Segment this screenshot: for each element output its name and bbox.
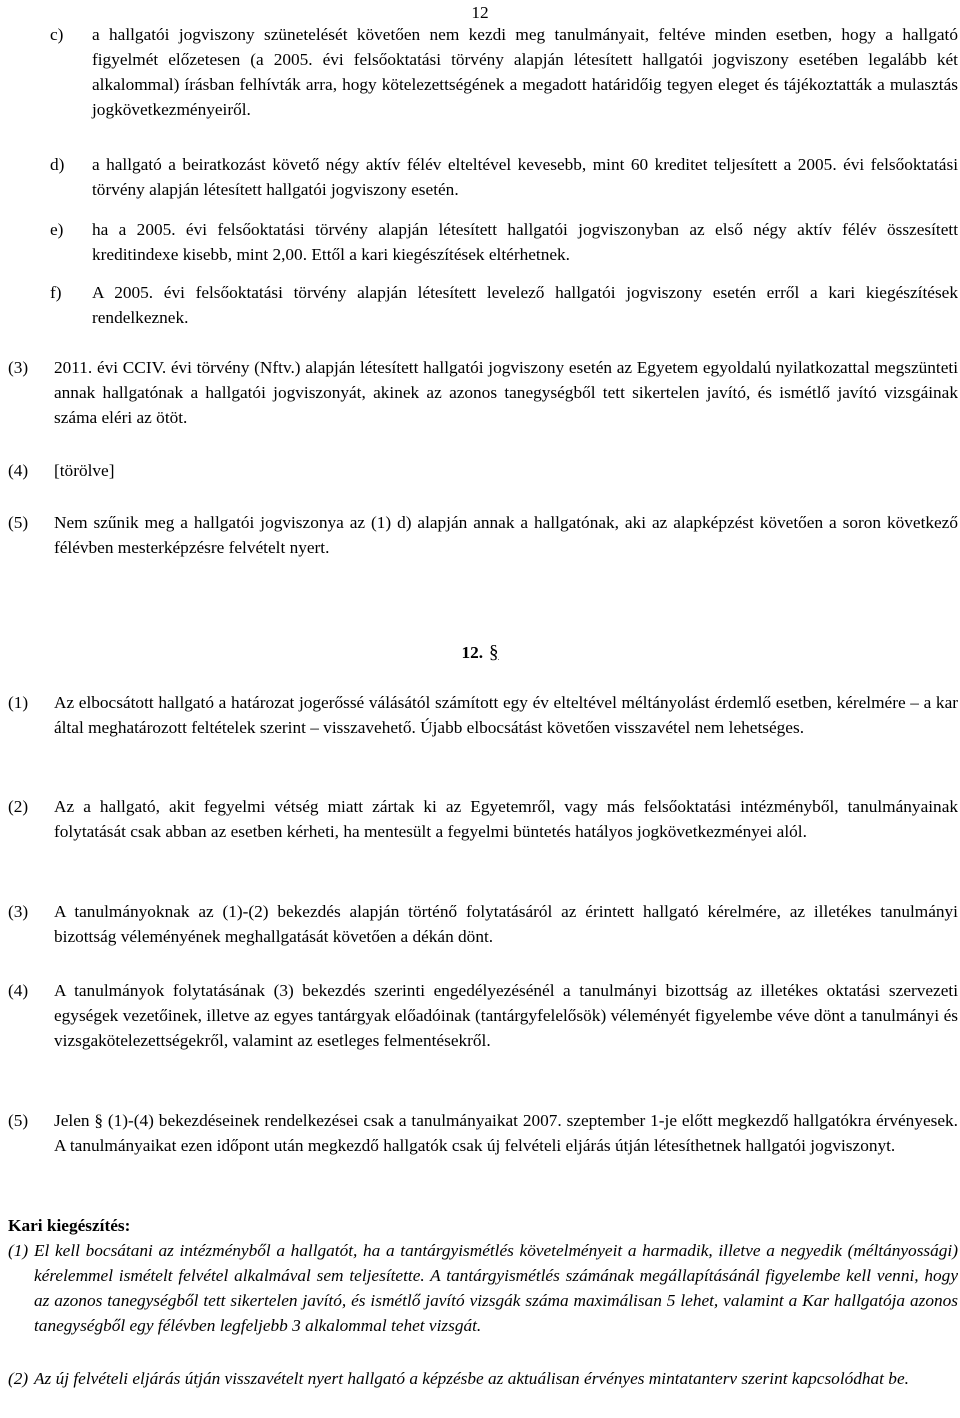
kari-item-text: El kell bocsátani az intézményből a hallgatót, ha a tantárgyismétlés követelményeit a harmadik, illetve a negyedik (méltányossági) kérelemmel ismételt felvétel alkalmával sem teljesítette. A tantárgyismétlés számának megállapításánál figyelembe kell venni, hogy az azonos tanegységből tett sikertelen javító, és ismétlő javító vizsgák száma maximálisan 5 lehet, valamint a Kar hallgatója azonos tanegységből egy félévben legfeljebb 3 alkalommal tehet vizsgát. [34,1241,958,1335]
sub-item-text: a hallgatói jogviszony szünetelését követően nem kezdi meg tanulmányait, feltéve minden esetben, hogy a hallgató figyelmét előzetesen (a 2005. évi felsőoktatási törvény alapján létesített hallgatói jogviszony esetében legalább két alkalommal) írásban felhívták arra, hogy kötelezettségének a megadott határidőig tegyen eleget és tájékoztatták a mulasztás jogkövetkezményeiről. [92,25,958,119]
kari-item-2 [8,1366,960,1391]
sub-item-text: A 2005. évi felsőoktatási törvény alapján létesített levelező hallgatói jogviszony esetén erről a kari kiegészítések rendelkeznek. [92,283,958,327]
kari-item-1 [8,1238,960,1338]
kari-item-label: (1) [8,1241,29,1260]
paragraph-label: (4) [8,981,29,1000]
paragraph-5 [8,510,960,560]
paragraph-text: Az elbocsátott hallgató a határozat jogerőssé válásától számított egy év elteltével méltányolást érdemlő esetben, kérelmére – a kar által meghatározott feltételek szerint – visszavehető. Újabb elbocsátást követően visszavétel nem lehetséges. [54,693,958,737]
page-number: 12 [471,3,489,22]
section-number: 12. [461,643,484,662]
sub-item-text: ha a 2005. évi felsőoktatási törvény alapján létesített hallgatói jogviszonyban az első négy aktív félév összesített kreditindexe kisebb, mint 2,00. Ettől a kari kiegészítések eltérhetnek. [92,220,958,264]
paragraph-label: (3) [8,902,29,921]
kari-item-text: Az új felvételi eljárás útján visszavételt nyert hallgató a képzésbe az aktuálisan érvényes mintatanterv szerint kapcsolódhat be. [34,1369,909,1388]
paragraph-text: A tanulmányoknak az (1)-(2) bekezdés alapján történő folytatásáról az érintett hallgató kérelmére, az illetékes tanulmányi bizottság véleményének meghallgatását követően a dékán dönt. [54,902,958,946]
paragraph-label: (5) [8,1111,29,1130]
kari-heading: Kari kiegészítés: [8,1216,131,1235]
paragraph-label: (2) [8,797,29,816]
section-heading [0,640,960,665]
section-paragraph-1 [8,690,960,740]
paragraph-text: 2011. évi CCIV. évi törvény (Nftv.) alapján létesített hallgatói jogviszony esetén az Egyetem egyoldalú nyilatkozattal megszünteti annak hallgatónak a hallgatói jogviszonyát, akinek az azonos tanegységből tett sikertelen javító, és ismétlő javító vizsgáinak száma eléri az ötöt. [54,358,958,427]
sub-item-e [50,217,960,267]
paragraph-label: (4) [8,461,29,480]
section-paragraph-3 [8,899,960,949]
paragraph-text: Jelen § (1)-(4) bekezdéseinek rendelkezései csak a tanulmányaikat 2007. szeptember 1-je előtt megkezdő hallgatókra érvényesek. A tanulmányaikat ezen időpont után megkezdő hallgatók csak új felvételi eljárás útján létesíthetnek hallgatói jogviszonyt. [54,1111,958,1155]
paragraph-text: Nem szűnik meg a hallgatói jogviszonya az (1) d) alapján annak a hallgatónak, aki az alapképzést követően a soron következő félévben mesterképzésre felvételt nyert. [54,513,958,557]
sub-item-c [50,22,960,122]
sub-item-text: a hallgató a beiratkozást követő négy aktív félév elteltével kevesebb, mint 60 kreditet teljesített a 2005. évi felsőoktatási törvény alapján létesített hallgatói jogviszony esetén. [92,155,958,199]
paragraph-label: (3) [8,358,29,377]
paragraph-sign: § [489,642,499,663]
paragraph-text: [törölve] [54,461,115,480]
paragraph-text: A tanulmányok folytatásának (3) bekezdés szerinti engedélyezésénél a tanulmányi bizottság az illetékes oktatási szervezeti egységek vezetőinek, illetve az egyes tantárgyak előadóinak (tantárgyfelelősök) véleményét figyelembe véve dönt a tanulmányi és vizsgakötelezettségekről, valamint az esetleges felmentésekről. [54,981,958,1050]
sub-item-f [50,280,960,330]
sub-item-label: c) [50,25,64,44]
paragraph-4 [8,458,960,483]
paragraph-3 [8,355,960,430]
section-paragraph-5 [8,1108,960,1158]
sub-item-label: f) [50,283,62,302]
paragraph-label: (5) [8,513,29,532]
sub-item-label: e) [50,220,64,239]
sub-item-d [50,152,960,202]
paragraph-label: (1) [8,693,29,712]
sub-item-label: d) [50,155,65,174]
kari-item-label: (2) [8,1369,29,1388]
paragraph-text: Az a hallgató, akit fegyelmi vétség miatt zártak ki az Egyetemről, vagy más felsőoktatási intézményből, tanulmányainak folytatását csak abban az esetben kérheti, ha mentesült a fegyelmi büntetés hatályos jogkövetkezményei alól. [54,797,958,841]
section-paragraph-2 [8,794,960,844]
section-paragraph-4 [8,978,960,1053]
